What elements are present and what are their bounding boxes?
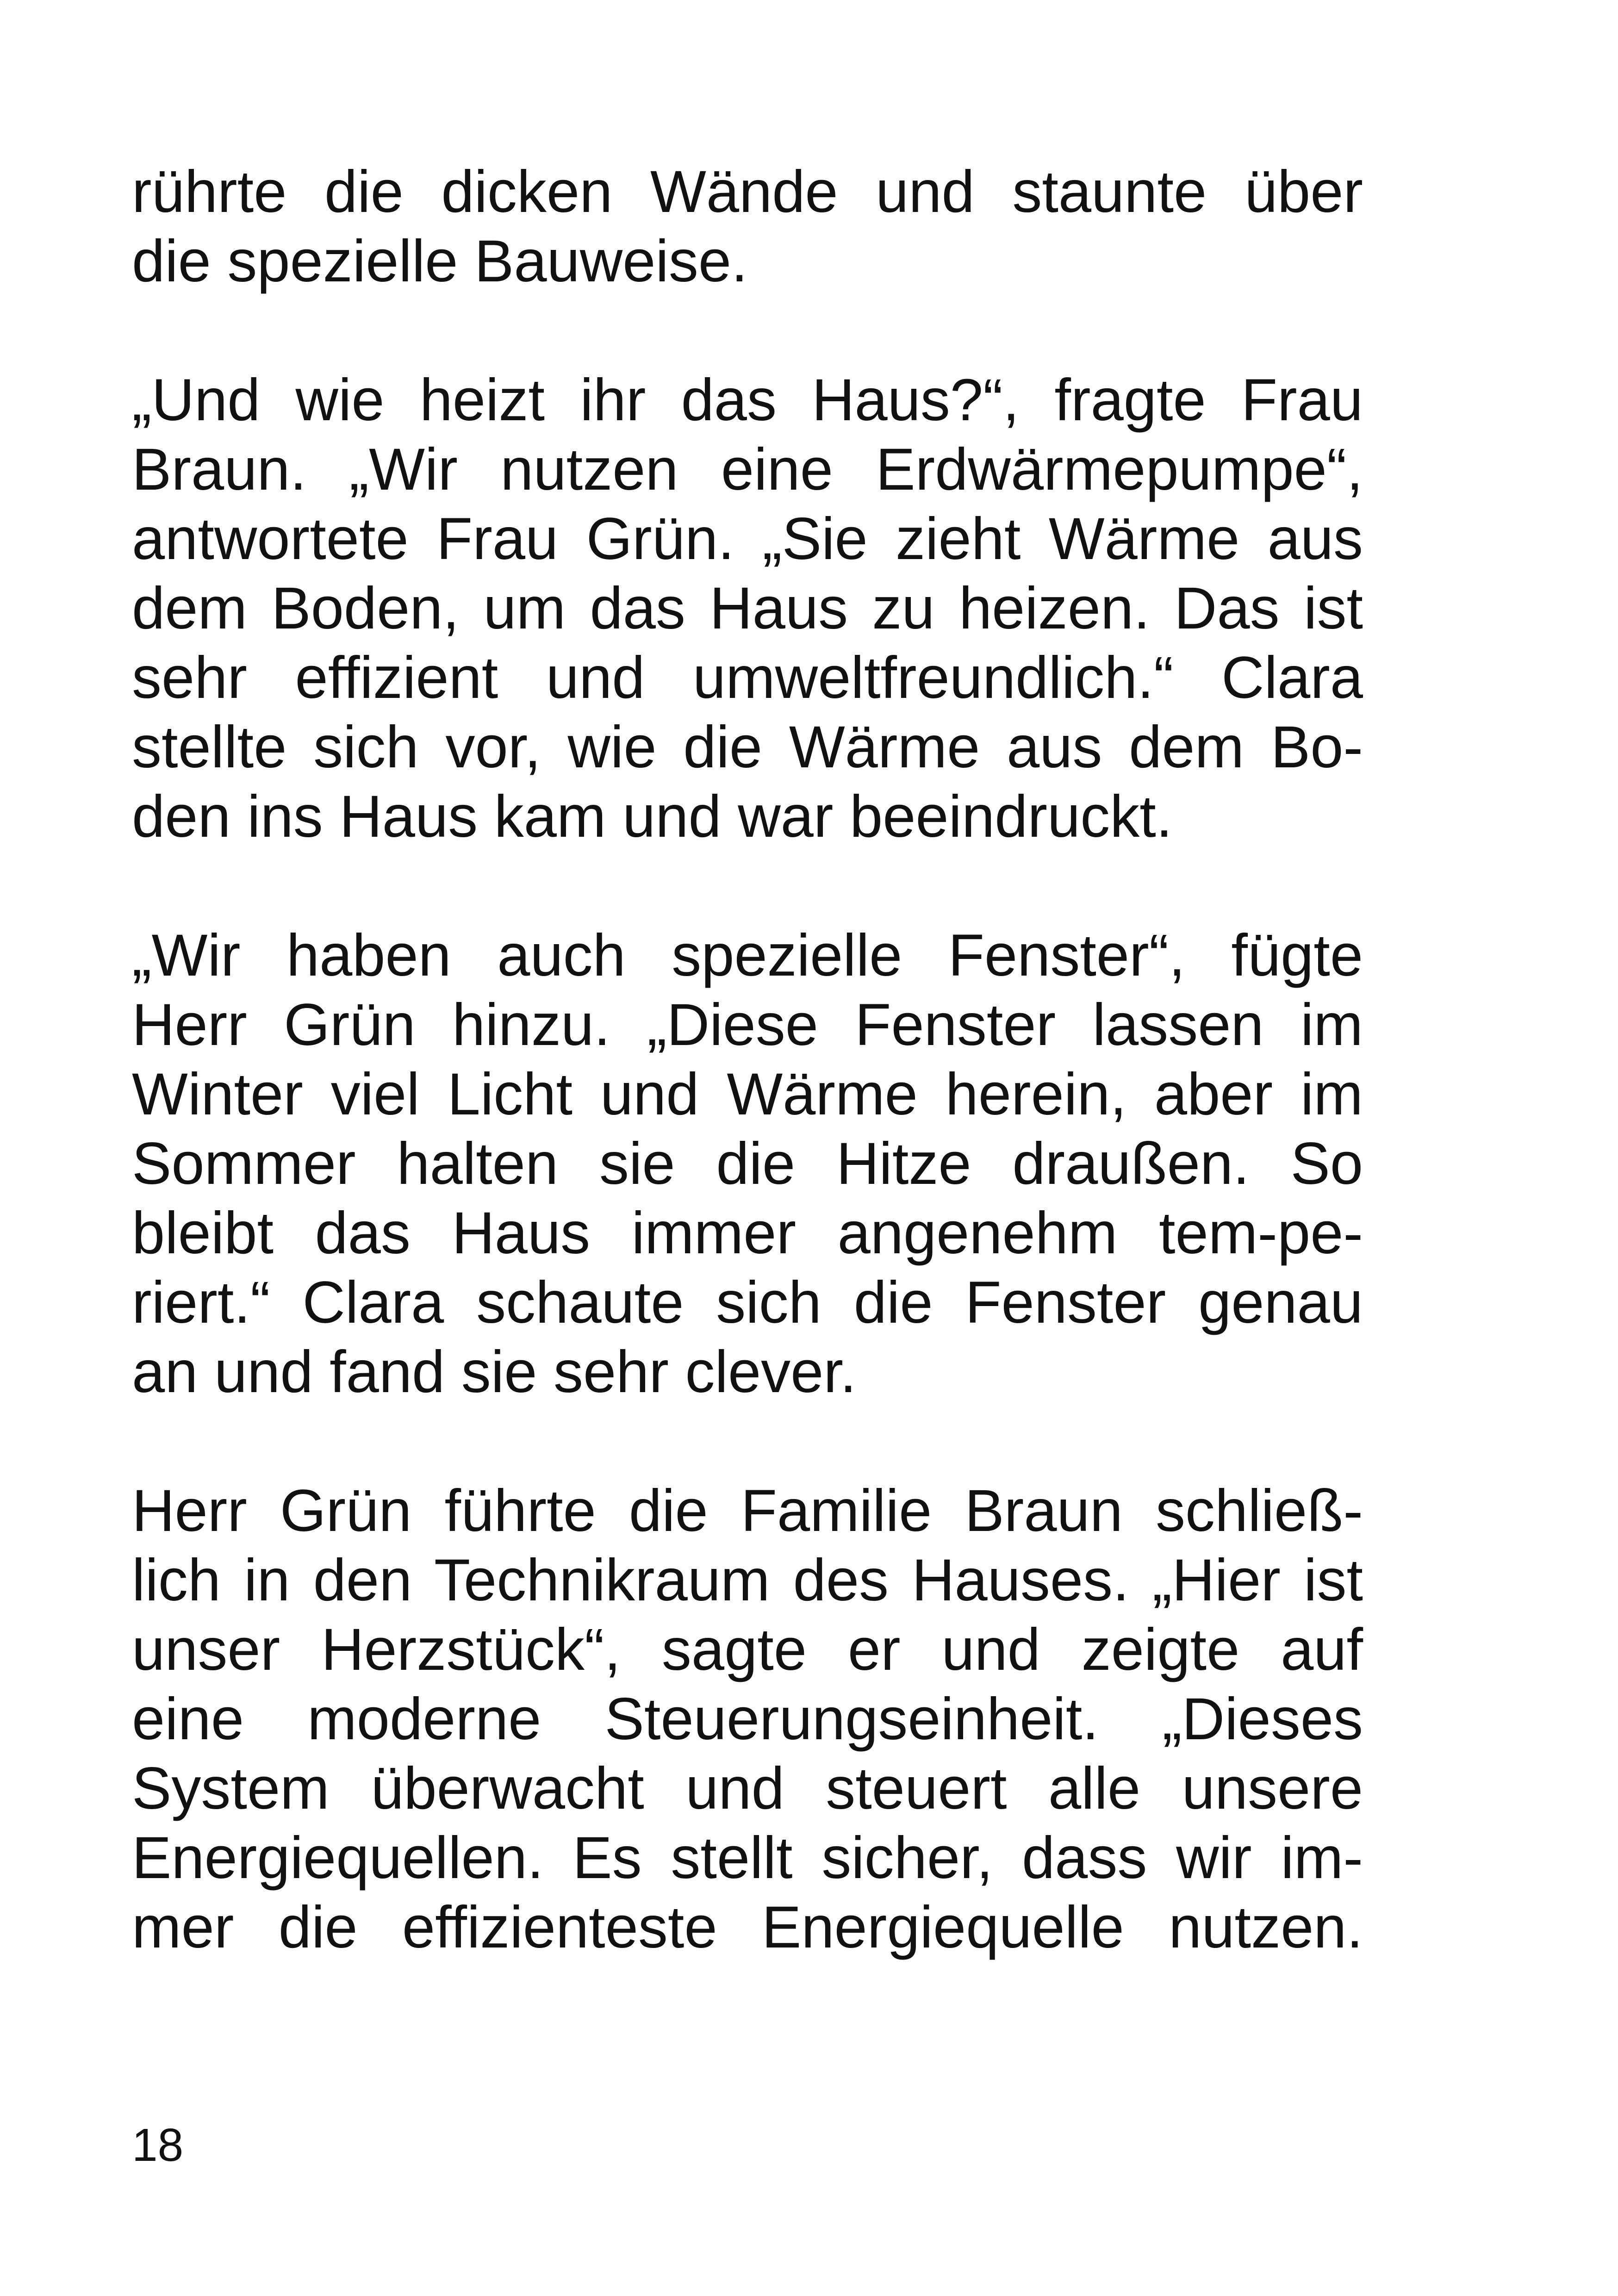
text-line: antwortete Frau Grün. „Sie zieht Wärme aus	[132, 506, 1363, 572]
text-line: mer die effizienteste Energiequelle nutzen.	[132, 1894, 1363, 1960]
text-line: Sommer halten sie die Hitze draußen. So	[132, 1131, 1363, 1197]
text-line: rührte die dicken Wände und staunte über	[132, 159, 1363, 225]
text-line: die spezielle Bauweise.	[132, 228, 748, 294]
paragraph-1	[132, 157, 1363, 296]
text-line: „Und wie heizt ihr das Haus?“, fragte Frau	[132, 367, 1363, 433]
text-line: riert.“ Clara schaute sich die Fenster genau	[132, 1269, 1363, 1336]
text-line: stellte sich vor, wie die Wärme aus dem Bo-	[132, 714, 1363, 780]
paragraph-3	[132, 921, 1363, 1407]
page-number: 18	[132, 2119, 184, 2171]
text-line: System überwacht und steuert alle unsere	[132, 1755, 1363, 1822]
text-line: Herr Grün führte die Familie Braun schließ-	[132, 1478, 1363, 1544]
text-line: „Wir haben auch spezielle Fenster“, fügte	[132, 922, 1363, 989]
text-line: Energiequellen. Es stellt sicher, dass wir im-	[132, 1825, 1363, 1891]
text-line: lich in den Technikraum des Hauses. „Hier ist	[132, 1547, 1363, 1613]
body-text	[132, 157, 1363, 2032]
text-line: sehr effizient und umweltfreundlich.“ Clara	[132, 645, 1363, 711]
text-line: Herr Grün hinzu. „Diese Fenster lassen im	[132, 992, 1363, 1058]
text-line: dem Boden, um das Haus zu heizen. Das ist	[132, 575, 1363, 641]
text-line: bleibt das Haus immer angenehm tem-pe-	[132, 1200, 1363, 1266]
text-line: an und fand sie sehr clever.	[132, 1339, 857, 1405]
paragraph-2	[132, 366, 1363, 852]
text-line: eine moderne Steuerungseinheit. „Dieses	[132, 1686, 1363, 1752]
text-line: Winter viel Licht und Wärme herein, aber im	[132, 1061, 1363, 1127]
text-line: unser Herzstück“, sagte er und zeigte auf	[132, 1617, 1363, 1683]
paragraph-4	[132, 1476, 1363, 1962]
text-line: den ins Haus kam und war beeindruckt.	[132, 784, 1173, 850]
text-line: Braun. „Wir nutzen eine Erdwärmepumpe“,	[132, 436, 1363, 503]
